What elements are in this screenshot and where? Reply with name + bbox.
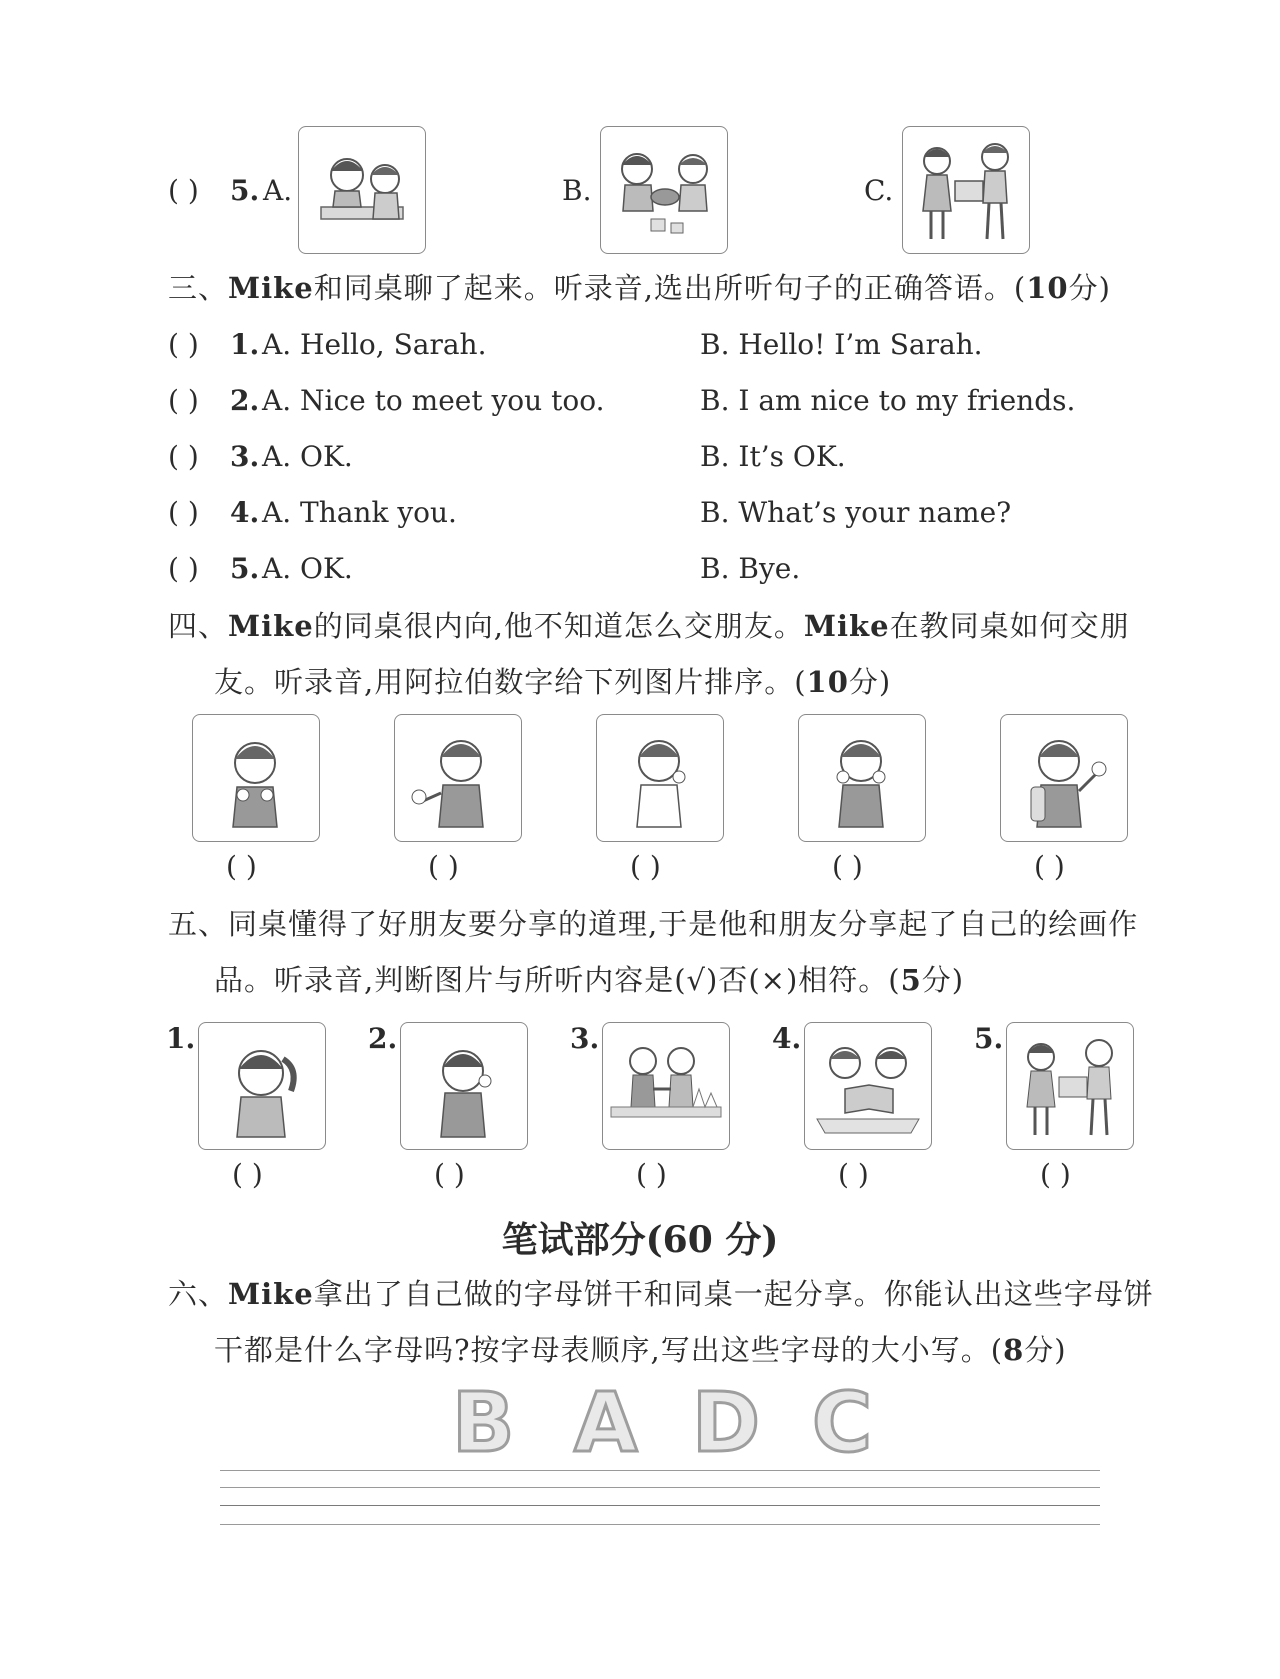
picture-kids-reading-book <box>804 1022 932 1150</box>
section4-heading-line1 <box>168 608 1130 644</box>
letter-cookie-c: C <box>812 1376 873 1471</box>
score: 8 <box>1003 1333 1025 1367</box>
writing-line <box>220 1505 1100 1506</box>
picture-girl-pointing <box>400 1022 528 1150</box>
section5-heading-line2 <box>214 962 964 998</box>
score: 5 <box>900 963 922 997</box>
option-a: A. OK. <box>262 440 353 473</box>
answer-paren[interactable]: ( ) <box>168 174 199 207</box>
question-number: 3. <box>230 440 260 473</box>
option-b: B. I am nice to my friends. <box>700 384 1076 417</box>
section5-heading-line1: 五、同桌懂得了好朋友要分享的道理,于是他和朋友分享起了自己的绘画作 <box>168 907 1139 941</box>
option-label-b: B. <box>562 174 592 207</box>
option-label-a: A. <box>263 174 293 207</box>
section-prefix: 六、 <box>168 1277 229 1311</box>
answer-paren[interactable]: ( ) <box>630 850 661 883</box>
option-a: A. Nice to meet you too. <box>262 384 605 417</box>
picture-kids-shaking-hands <box>602 1022 730 1150</box>
picture-giving-gift <box>902 126 1030 254</box>
score-suffix: 分) <box>848 665 892 699</box>
picture-boy-gesture-2 <box>596 714 724 842</box>
score: 10 <box>806 665 849 699</box>
title-text: 分) <box>712 1219 779 1261</box>
picture-two-kids-at-table <box>298 126 426 254</box>
option-b: B. Hello! I’m Sarah. <box>700 328 983 361</box>
question-number: 5. <box>230 174 260 207</box>
answer-paren[interactable]: ( ) <box>168 328 199 361</box>
answer-paren[interactable]: ( ) <box>168 440 199 473</box>
score-suffix: 分) <box>1068 271 1111 305</box>
answer-paren[interactable]: ( ) <box>168 384 199 417</box>
name-mike: Mike <box>803 609 890 643</box>
score-suffix: 分) <box>1024 1333 1067 1367</box>
item-number: 3. <box>570 1022 600 1055</box>
section-text: 拿出了自己做的字母饼干和同桌一起分享。你能认出这些字母饼 <box>313 1277 1154 1311</box>
answer-paren[interactable]: ( ) <box>428 850 459 883</box>
option-a: A. OK. <box>262 552 353 585</box>
option-b: B. What’s your name? <box>700 496 1012 529</box>
answer-paren[interactable]: ( ) <box>168 496 199 529</box>
picture-kids-sharing-toys <box>600 126 728 254</box>
question-number: 4. <box>230 496 260 529</box>
question-number: 2. <box>230 384 260 417</box>
question-number: 5. <box>230 552 260 585</box>
written-section-title <box>0 1212 1280 1263</box>
writing-line <box>220 1524 1100 1525</box>
picture-giving-gift <box>1006 1022 1134 1150</box>
item-number: 1. <box>166 1022 196 1055</box>
letter-cookie-a: A <box>574 1376 638 1471</box>
section-prefix: 四、 <box>168 609 229 643</box>
picture-boy-gesture-1 <box>192 714 320 842</box>
name-mike: Mike <box>228 1277 314 1311</box>
answer-paren[interactable]: ( ) <box>434 1158 465 1191</box>
letter-cookie-b: B <box>452 1376 515 1471</box>
section-text: 和同桌聊了起来。听录音,选出所听句子的正确答语。( <box>313 271 1027 305</box>
section-prefix: 三、 <box>168 271 229 305</box>
writing-line <box>220 1487 1100 1488</box>
section-text: 的同桌很内向,他不知道怎么交朋友。 <box>313 609 804 643</box>
section-text: 友。听录音,用阿拉伯数字给下列图片排序。( <box>214 665 807 699</box>
answer-paren[interactable]: ( ) <box>232 1158 263 1191</box>
score: 10 <box>1026 271 1069 305</box>
answer-paren[interactable]: ( ) <box>226 850 257 883</box>
option-b: B. It’s OK. <box>700 440 846 473</box>
score-suffix: 分) <box>921 963 965 997</box>
answer-paren[interactable]: ( ) <box>636 1158 667 1191</box>
item-number: 5. <box>974 1022 1004 1055</box>
picture-boy-with-bag <box>1000 714 1128 842</box>
name-mike: Mike <box>228 609 314 643</box>
section6-heading-line1 <box>168 1276 1154 1312</box>
letter-cookie-d: D <box>692 1376 761 1471</box>
picture-boy-waving <box>394 714 522 842</box>
option-a: A. Hello, Sarah. <box>262 328 487 361</box>
answer-paren[interactable]: ( ) <box>832 850 863 883</box>
answer-paren[interactable]: ( ) <box>1040 1158 1071 1191</box>
score: 60 <box>662 1219 713 1261</box>
item-number: 4. <box>772 1022 802 1055</box>
picture-boy-gesture-3 <box>798 714 926 842</box>
option-b: B. Bye. <box>700 552 801 585</box>
question-number: 1. <box>230 328 260 361</box>
answer-paren[interactable]: ( ) <box>1034 850 1065 883</box>
picture-girl-ponytail <box>198 1022 326 1150</box>
answer-paren[interactable]: ( ) <box>168 552 199 585</box>
section6-heading-line2 <box>214 1332 1067 1368</box>
section4-heading-line2 <box>214 664 891 700</box>
item-number: 2. <box>368 1022 398 1055</box>
name-mike: Mike <box>228 271 314 305</box>
option-a: A. Thank you. <box>262 496 457 529</box>
section-text: 品。听录音,判断图片与所听内容是(√)否(×)相符。( <box>214 963 901 997</box>
section-text: 在教同桌如何交朋 <box>889 609 1130 643</box>
answer-paren[interactable]: ( ) <box>838 1158 869 1191</box>
section3-heading <box>168 270 1111 306</box>
title-text: 笔试部分( <box>501 1219 663 1261</box>
writing-line <box>220 1470 1100 1471</box>
section-text: 干都是什么字母吗?按字母表顺序,写出这些字母的大小写。( <box>214 1333 1004 1367</box>
option-label-c: C. <box>864 174 894 207</box>
